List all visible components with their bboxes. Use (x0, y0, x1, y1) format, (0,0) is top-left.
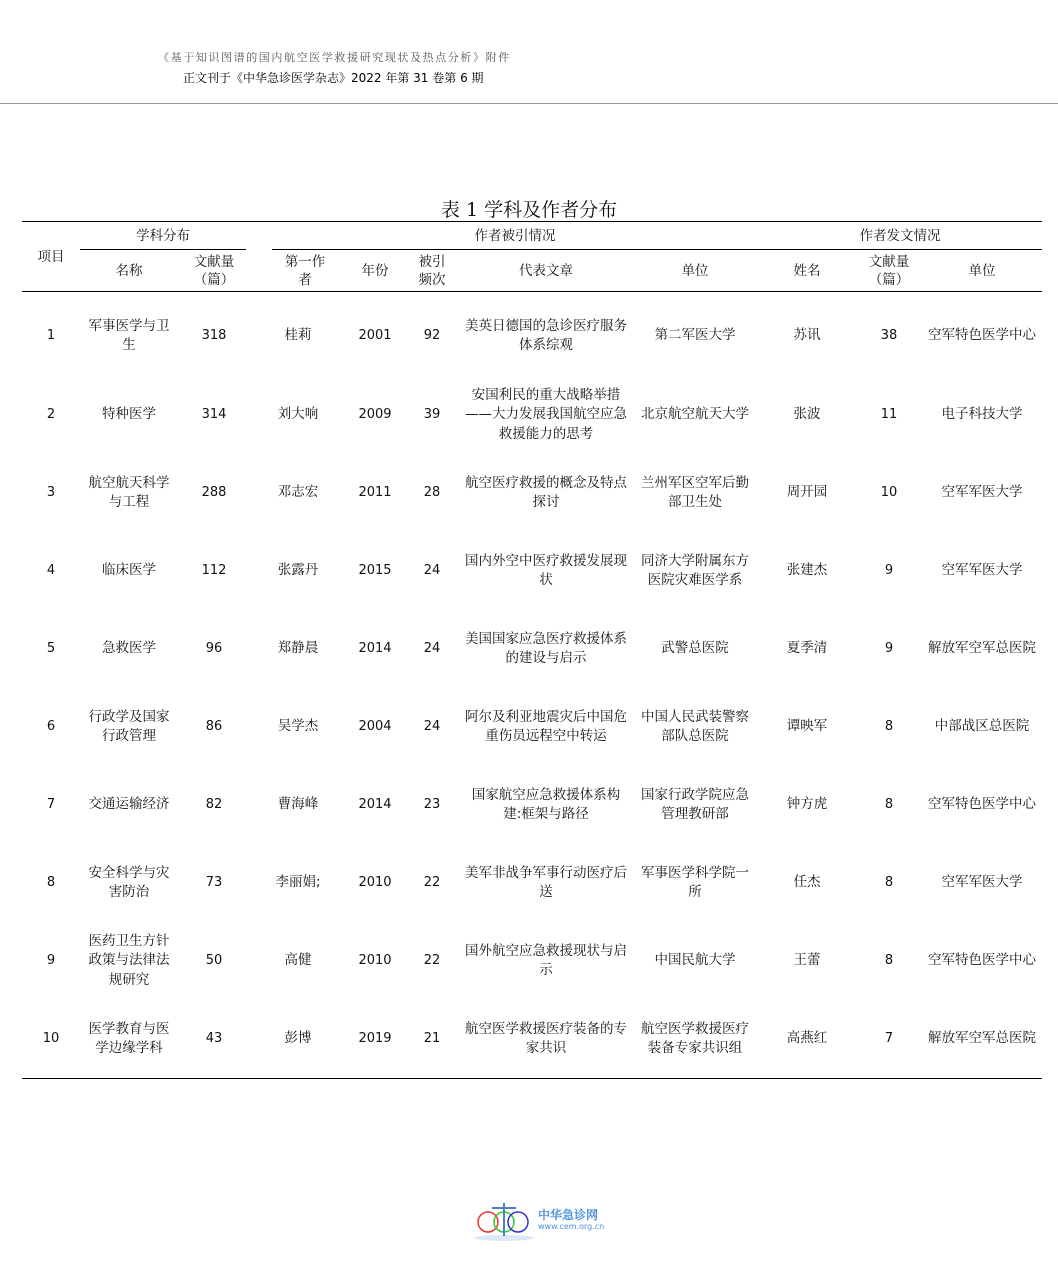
author-name: 谭映军 (786, 718, 828, 735)
doc-count: 314 (201, 407, 227, 423)
author-unit: 空军军医大学 (941, 874, 1023, 891)
discipline-name: 安全科学与灾害防治 (88, 864, 170, 900)
doc-count: 50 (205, 953, 223, 969)
doc-count: 96 (205, 641, 223, 657)
doc-count: 82 (205, 797, 223, 813)
first-author: 曹海峰 (277, 796, 319, 813)
doc-count: 318 (201, 328, 227, 344)
first-author: 高健 (284, 952, 312, 969)
pub-count: 7 (884, 1031, 894, 1047)
pub-count: 9 (884, 641, 894, 657)
first-author: 张露丹 (277, 562, 319, 579)
author-unit: 空军特色医学中心 (928, 796, 1037, 813)
pub-count: 8 (884, 719, 894, 735)
article: 国家航空应急救援体系构建:框架与路径 (471, 786, 621, 822)
discipline-name: 特种医学 (102, 406, 156, 423)
author-name: 任杰 (793, 874, 821, 891)
unit: 兰州军区空军后勤部卫生处 (641, 474, 750, 510)
table-row (22, 922, 1042, 1000)
author-unit: 空军特色医学中心 (928, 952, 1037, 969)
col-citations: 被引频次 (404, 251, 460, 292)
year: 2010 (358, 953, 392, 969)
col-count: 文献量（篇） (178, 251, 250, 292)
unit: 国家行政学院应急管理教研部 (641, 786, 750, 822)
doc-count: 43 (205, 1031, 223, 1047)
pub-count: 10 (880, 485, 898, 501)
citation-count: 24 (423, 641, 441, 657)
header-divider (0, 103, 1058, 104)
col-pub-unit: 单位 (922, 251, 1042, 292)
table-title: 表 1 学科及作者分布 (440, 199, 618, 221)
table-row (22, 844, 1042, 922)
citation-count: 23 (423, 797, 441, 813)
col-author-name: 姓名 (758, 251, 856, 292)
table-row (22, 292, 1042, 377)
pub-count: 8 (884, 875, 894, 891)
author-unit: 中部战区总医院 (934, 718, 1030, 735)
discipline-author-table (22, 221, 1042, 1079)
article: 阿尔及利亚地震灾后中国危重伤员远程空中转运 (465, 708, 627, 744)
article: 航空医学救援医疗装备的专家共识 (465, 1020, 627, 1056)
author-name: 钟方虎 (786, 796, 828, 813)
first-author: 彭博 (284, 1030, 312, 1047)
author-unit: 解放军空军总医院 (928, 1030, 1037, 1047)
year: 2015 (358, 563, 392, 579)
article: 美英日德国的急诊医疗服务体系综观 (465, 317, 627, 353)
header-citation: 作者被引情况 (272, 223, 758, 250)
item-no: 3 (46, 485, 56, 501)
col-article: 代表文章 (460, 251, 632, 292)
publication-note: 正文刊于《中华急诊医学杂志》2022 年第 31 卷第 6 期 (183, 71, 484, 85)
citation-count: 24 (423, 719, 441, 735)
article: 国外航空应急救援现状与启示 (465, 942, 627, 978)
item-no: 5 (46, 641, 56, 657)
discipline-name: 航空航天科学与工程 (88, 474, 170, 510)
article: 美军非战争军事行动医疗后送 (465, 864, 627, 900)
year: 2001 (358, 328, 392, 344)
attachment-title: 《基于知识图谱的国内航空医学救援研究现状及热点分析》附件 (158, 51, 511, 64)
author-name: 王蕾 (793, 952, 821, 969)
year: 2019 (358, 1031, 392, 1047)
author-unit: 空军特色医学中心 (928, 327, 1037, 344)
header-publication: 作者发文情况 (758, 223, 1042, 250)
item-no: 9 (46, 953, 56, 969)
col-year: 年份 (346, 251, 404, 292)
pub-count: 9 (884, 563, 894, 579)
item-no: 6 (46, 719, 56, 735)
author-unit: 空军军医大学 (941, 562, 1023, 579)
author-unit: 电子科技大学 (941, 406, 1023, 423)
author-name: 张建杰 (786, 562, 828, 579)
first-author: 刘大响 (277, 406, 319, 423)
site-logo: 中华急诊网 www.cem.org.cn (472, 1200, 622, 1245)
discipline-name: 急救医学 (102, 640, 156, 657)
col-unit: 单位 (632, 251, 758, 292)
year: 2011 (358, 485, 392, 501)
first-author: 桂莉 (284, 327, 312, 344)
unit: 中国人民武装警察部队总医院 (641, 708, 750, 744)
article: 安国利民的重大战略举措——大力发展我国航空应急救援能力的思考 (465, 386, 627, 442)
discipline-name: 交通运输经济 (88, 796, 170, 813)
pub-count: 8 (884, 953, 894, 969)
first-author: 邓志宏 (277, 484, 319, 501)
pub-count: 11 (880, 407, 898, 423)
unit: 军事医学科学院一所 (641, 864, 750, 900)
discipline-name: 临床医学 (102, 562, 156, 579)
table-row (22, 454, 1042, 532)
item-no: 1 (46, 328, 56, 344)
item-no: 7 (46, 797, 56, 813)
author-unit: 空军军医大学 (941, 484, 1023, 501)
table-row (22, 1000, 1042, 1079)
discipline-name: 医学教育与医学边缘学科 (88, 1020, 170, 1056)
citation-count: 21 (423, 1031, 441, 1047)
doc-count: 288 (201, 485, 227, 501)
author-name: 周开园 (786, 484, 828, 501)
item-no: 8 (46, 875, 56, 891)
unit: 第二军医大学 (654, 327, 736, 344)
year: 2010 (358, 875, 392, 891)
unit: 航空医学救援医疗装备专家共识组 (641, 1020, 750, 1056)
article: 航空医疗救援的概念及特点探讨 (465, 474, 627, 510)
citation-count: 22 (423, 875, 441, 891)
citation-count: 22 (423, 953, 441, 969)
unit: 中国民航大学 (654, 952, 736, 969)
unit: 北京航空航天大学 (641, 406, 750, 423)
article: 国内外空中医疗救援发展现状 (465, 552, 627, 588)
first-author: 李丽娟; (275, 874, 321, 891)
author-name: 夏季清 (786, 640, 828, 657)
col-first-author: 第一作者 (250, 251, 346, 292)
author-unit: 解放军空军总医院 (928, 640, 1037, 657)
caduceus-rings-icon (472, 1200, 536, 1245)
col-pub-count: 文献量（篇） (856, 251, 922, 292)
header-item: 项目 (22, 222, 80, 292)
year: 2014 (358, 641, 392, 657)
citation-count: 92 (423, 328, 441, 344)
unit: 同济大学附属东方医院灾难医学系 (641, 552, 750, 588)
citation-count: 39 (423, 407, 441, 423)
table-row (22, 688, 1042, 766)
article: 美国国家应急医疗救援体系的建设与启示 (465, 630, 627, 666)
year: 2004 (358, 719, 392, 735)
doc-count: 86 (205, 719, 223, 735)
unit: 武警总医院 (661, 640, 729, 657)
author-name: 高燕红 (786, 1030, 828, 1047)
doc-count: 112 (201, 563, 227, 579)
table-row (22, 376, 1042, 454)
discipline-name: 行政学及国家行政管理 (88, 708, 170, 744)
col-name: 名称 (80, 251, 178, 292)
first-author: 郑静晨 (277, 640, 319, 657)
citation-count: 24 (423, 563, 441, 579)
pub-count: 8 (884, 797, 894, 813)
author-name: 苏讯 (793, 327, 821, 344)
doc-count: 73 (205, 875, 223, 891)
header-discipline: 学科分布 (80, 223, 246, 250)
first-author: 吴学杰 (277, 718, 319, 735)
discipline-name: 军事医学与卫生 (88, 317, 170, 353)
table-row (22, 766, 1042, 844)
table-row (22, 610, 1042, 688)
discipline-name: 医药卫生方针政策与法律法规研究 (88, 932, 170, 988)
year: 2009 (358, 407, 392, 423)
item-no: 4 (46, 563, 56, 579)
year: 2014 (358, 797, 392, 813)
item-no: 10 (42, 1031, 60, 1047)
pub-count: 38 (880, 328, 898, 344)
citation-count: 28 (423, 485, 441, 501)
author-name: 张波 (793, 406, 821, 423)
table-row (22, 532, 1042, 610)
item-no: 2 (46, 407, 56, 423)
